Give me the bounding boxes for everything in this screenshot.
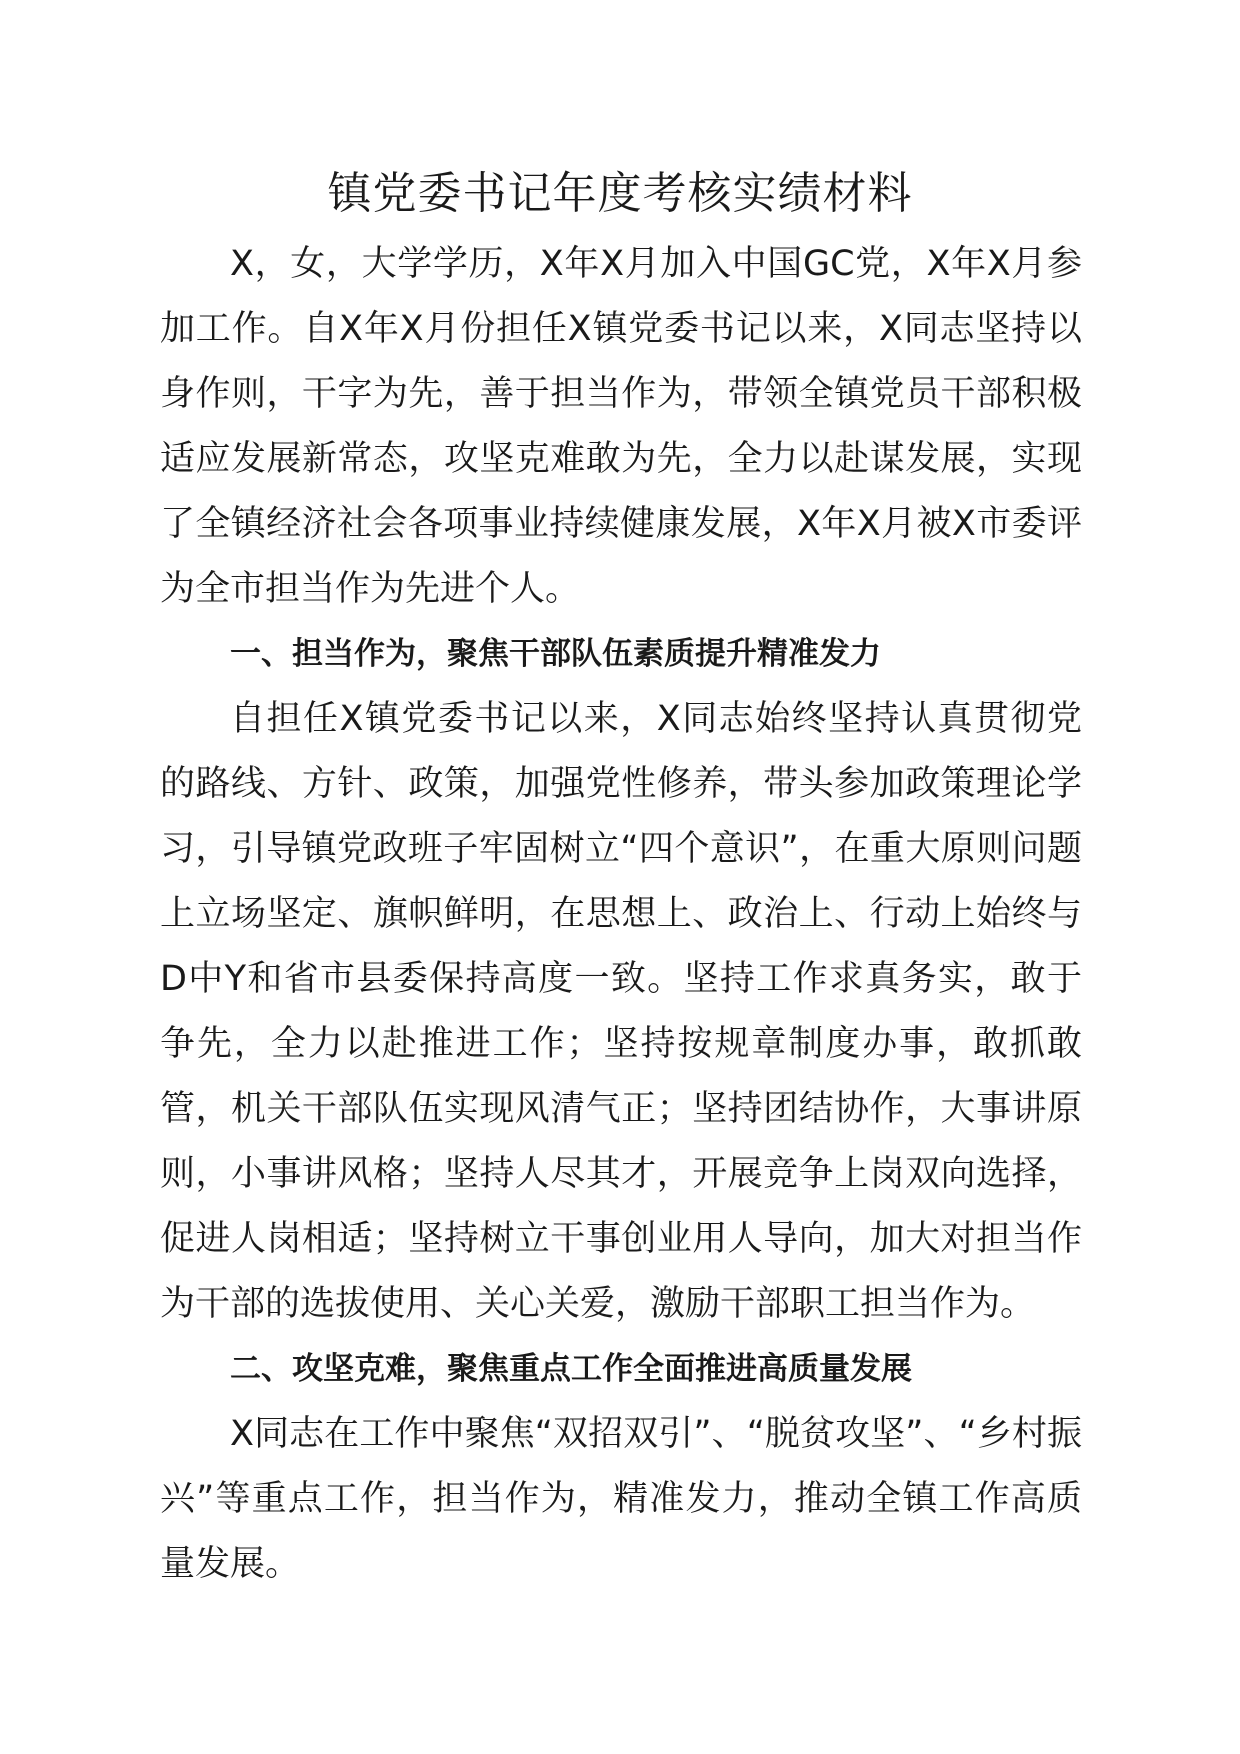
section-1-paragraph: 自担任X镇党委书记以来，X同志始终坚持认真贯彻党的路线、方针、政策，加强党性修养，带头参加政策理论学习，引导镇党政班子牢固树立“四个意识”，在重大原则问题上立场坚定、旗帜鲜明，在思想上、政治上、行动上始终与D中Y和省市县委保持高度一致。坚持工作求真务实，敢于争先，全力以赴推进工作；坚持按规章制度办事，敢抓敢管，机关干部队伍实现风清气正；坚持团结协作，大事讲原则，小事讲风格；坚持人尽其才，开展竞争上岗双向选择，促进人岗相适；坚持树立干事创业用人导向，加大对担当作为干部的选拔使用、关心关爱，激励干部职工担当作为。 [160,699,1082,1324]
document-title: 镇党委书记年度考核实绩材料 [327,168,913,219]
document-body [160,232,1082,1597]
section-2-paragraph: X同志在工作中聚焦“双招双引”、“脱贫攻坚”、“乡村振兴”等重点工作，担当作为，精准发力，推动全镇工作高质量发展。 [160,1414,1082,1584]
section-1-heading: 一、担当作为，聚焦干部队伍素质提升精准发力 [230,636,881,672]
intro-paragraph: X，女，大学学历，X年X月加入中国GC党，X年X月参加工作。自X年X月份担任X镇党委书记以来，X同志坚持以身作则，干字为先，善于担当作为，带领全镇党员干部积极适应发展新常态，攻坚克难敢为先，全力以赴谋发展，实现了全镇经济社会各项事业持续健康发展，X年X月被X市委评为全市担当作为先进个人。 [160,244,1082,609]
section-2-heading: 二、攻坚克难，聚焦重点工作全面推进高质量发展 [230,1351,912,1387]
